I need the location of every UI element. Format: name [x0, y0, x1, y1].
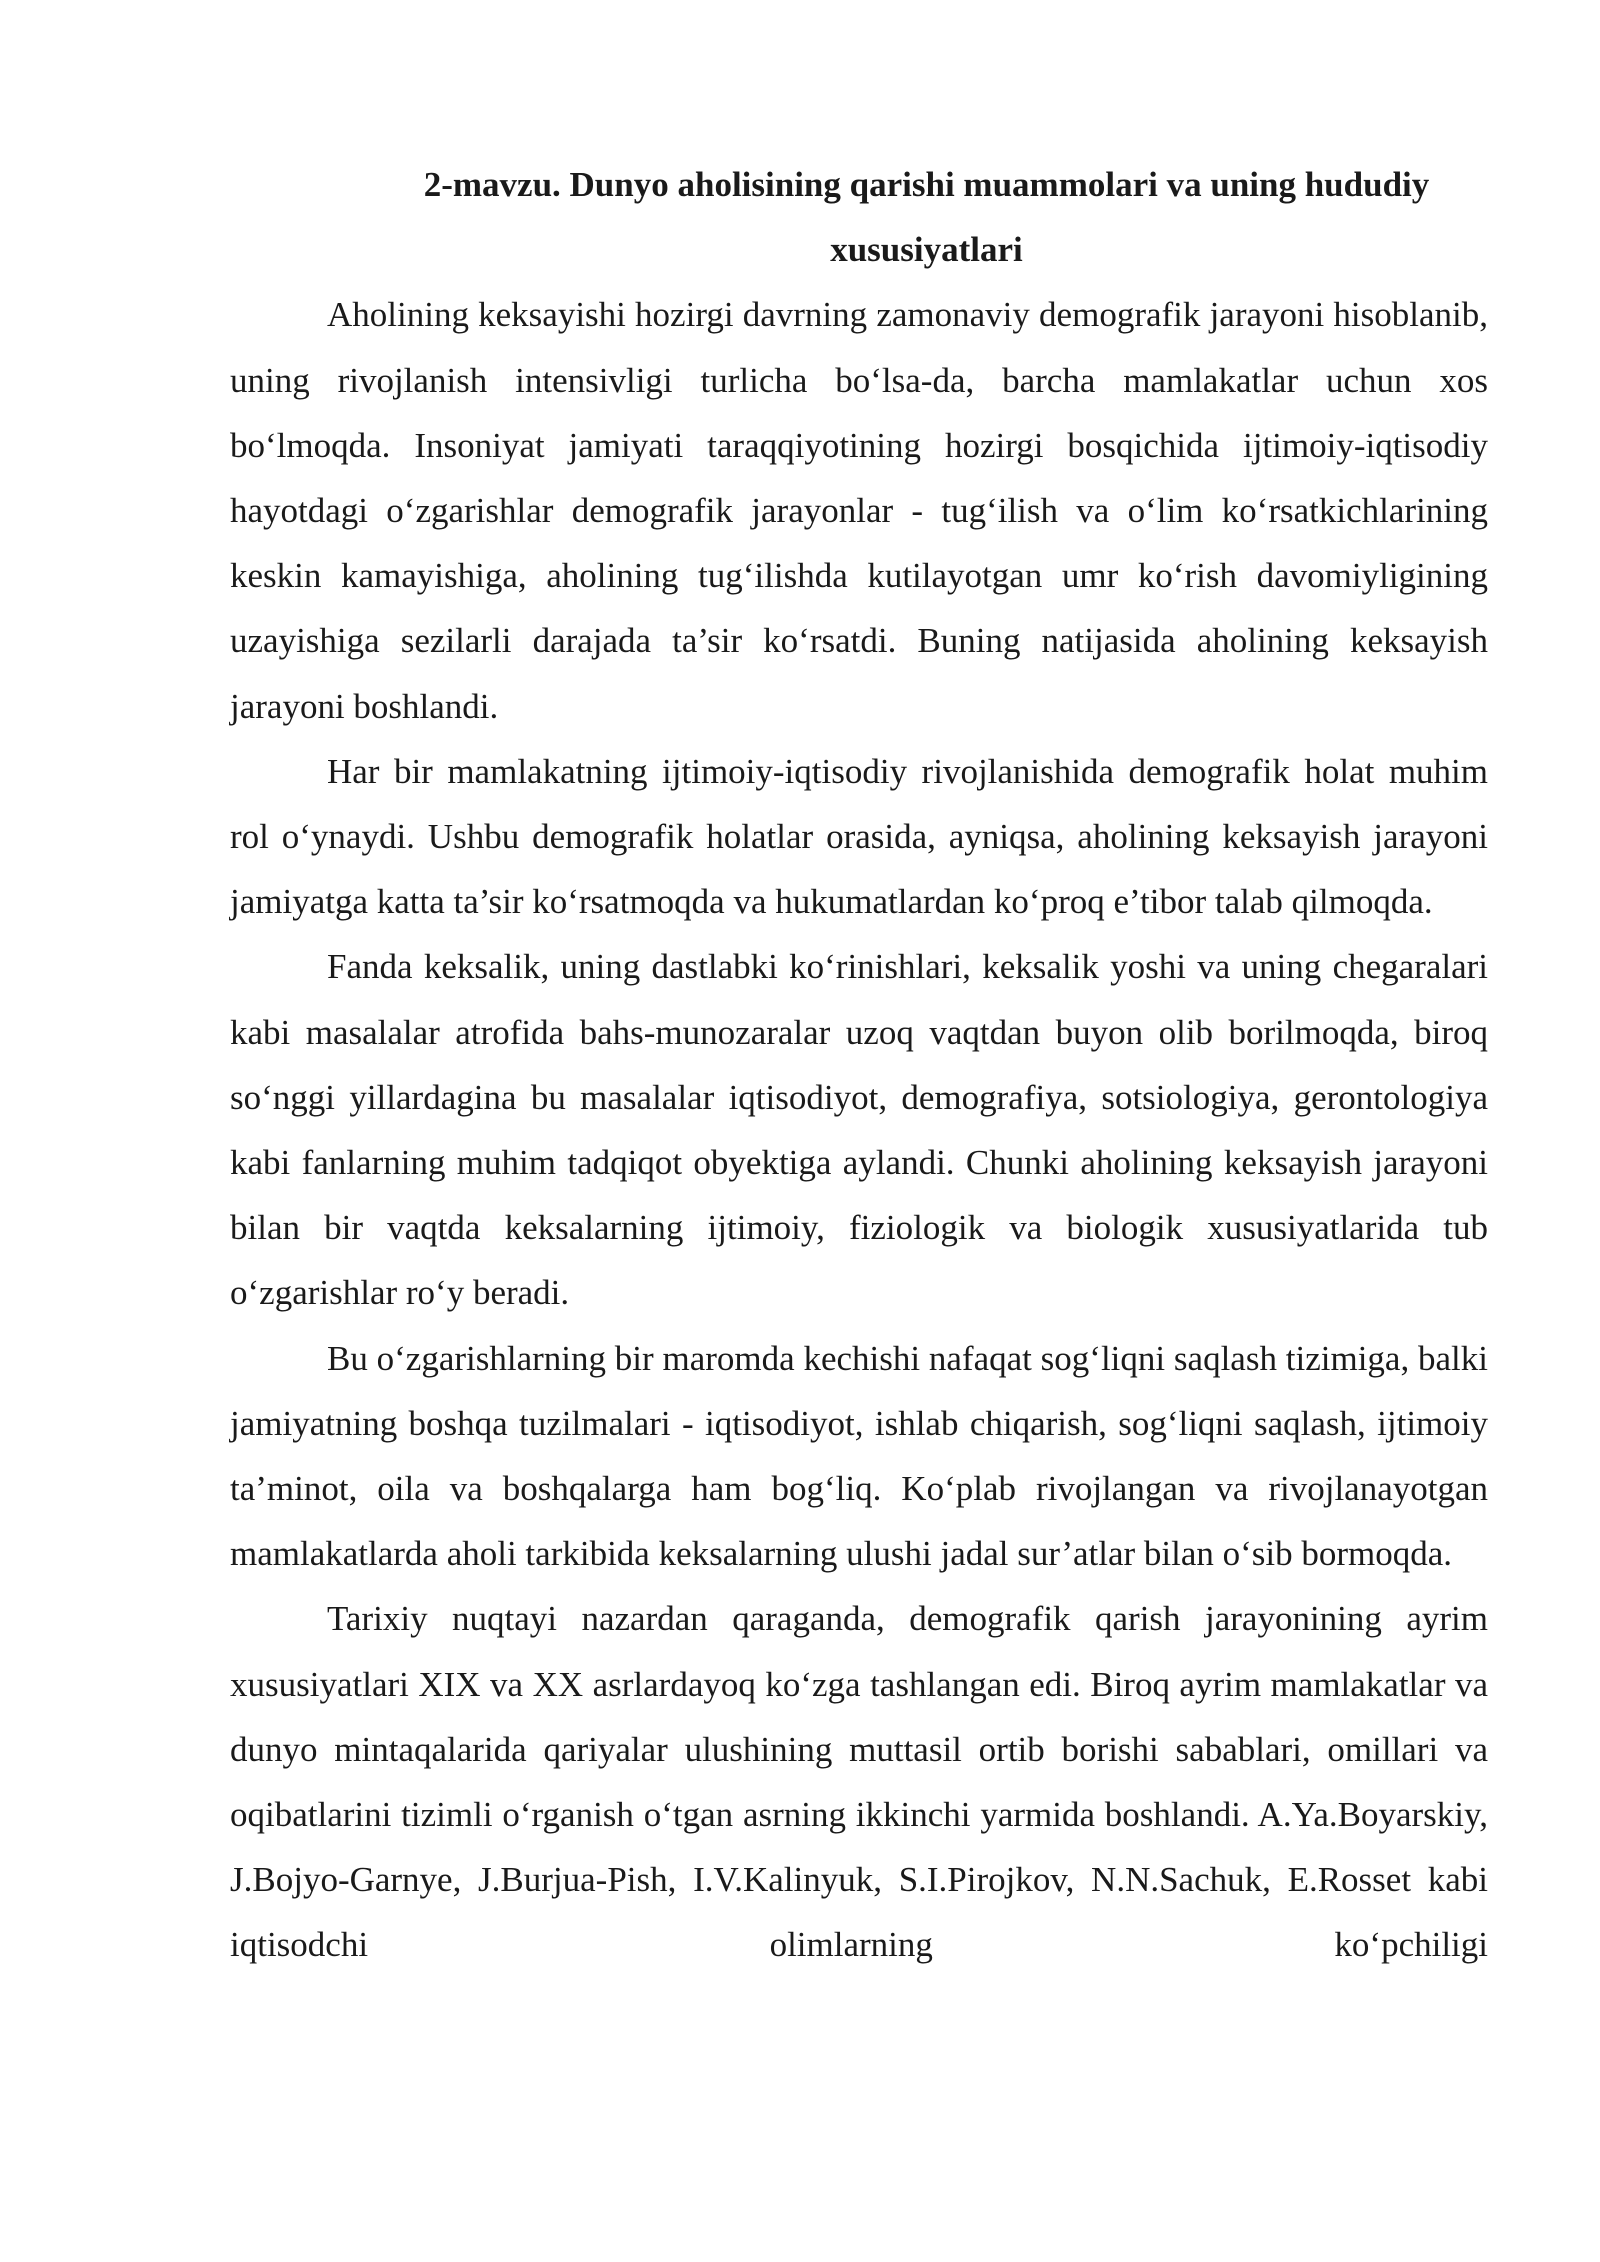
paragraph-1: Aholining keksayishi hozirgi davrning zamonaviy demografik jarayoni hisoblanib, uning rivojlanish intensivligi turlicha bo‘lsa-da, barcha mamlakatlar uchun xos bo‘lmoqda. Insoniyat jamiyati taraqqiyotining hozirgi bosqichida ijtimoiy-iqtisodiy hayotdagi o‘zgarishlar demografik jarayonlar - tug‘ilish va o‘lim ko‘rsatkichlarining keskin kamayishiga, aholining tug‘ilishda kutilayotgan umr ko‘rish davomiyligining uzayishiga sezilarli darajada ta’sir ko‘rsatdi. Buning natijasida aholining keksayish jarayoni boshlandi.	[230, 295, 1488, 726]
document-body	[230, 152, 1488, 1978]
paragraph-2: Har bir mamlakatning ijtimoiy-iqtisodiy rivojlanishida demografik holat muhim rol o‘ynaydi. Ushbu demografik holatlar orasida, ayniqsa, aholining keksayish jarayoni jamiyatga katta ta’sir ko‘rsatmoqda va hukumatlardan ko‘proq e’tibor talab qilmoqda.	[230, 751, 1488, 922]
paragraph-3: Fanda keksalik, uning dastlabki ko‘rinishlari, keksalik yoshi va uning chegaralari kabi masalalar atrofida bahs-munozaralar uzoq vaqtdan buyon olib borilmoqda, biroq so‘nggi yillardagina bu masalalar iqtisodiyot, demografiya, sotsiologiya, gerontologiya kabi fanlarning muhim tadqiqot obyektiga aylandi. Chunki aholining keksayish jarayoni bilan bir vaqtda keksalarning ijtimoiy, fiziologik va biologik xususiyatlarida tub o‘zgarishlar ro‘y beradi.	[230, 947, 1488, 1313]
paragraph-5: Tarixiy nuqtayi nazardan qaraganda, demografik qarish jarayonining ayrim xususiyatlari XIX va XX asrlardayoq ko‘zga tashlangan edi. Biroq ayrim mamlakatlar va dunyo mintaqalarida qariyalar ulushining muttasil ortib borishi sabablari, omillari va oqibatlarini tizimli o‘rganish o‘tgan asrning ikkinchi yarmida boshlandi. A.Ya.Boyarskiy, J.Bojyo-Garnye, J.Burjua-Pish, I.V.Kalinyuk, S.I.Pirojkov, N.N.Sachuk, E.Rosset kabi iqtisodchi olimlarning ko‘pchiligi	[230, 1599, 1488, 1965]
document-title: 2-mavzu. Dunyo aholisining qarishi muammolari va uning hududiy xususiyatlari	[423, 165, 1430, 270]
paragraph-4: Bu o‘zgarishlarning bir maromda kechishi nafaqat sog‘liqni saqlash tizimiga, balki jamiyatning boshqa tuzilmalari - iqtisodiyot, ishlab chiqarish, sog‘liqni saqlash, ijtimoiy ta’minot, oila va boshqalarga ham bog‘liq. Ko‘plab rivojlangan va rivojlanayotgan mamlakatlarda aholi tarkibida keksalarning ulushi jadal sur’atlar bilan o‘sib bormoqda.	[230, 1338, 1488, 1574]
